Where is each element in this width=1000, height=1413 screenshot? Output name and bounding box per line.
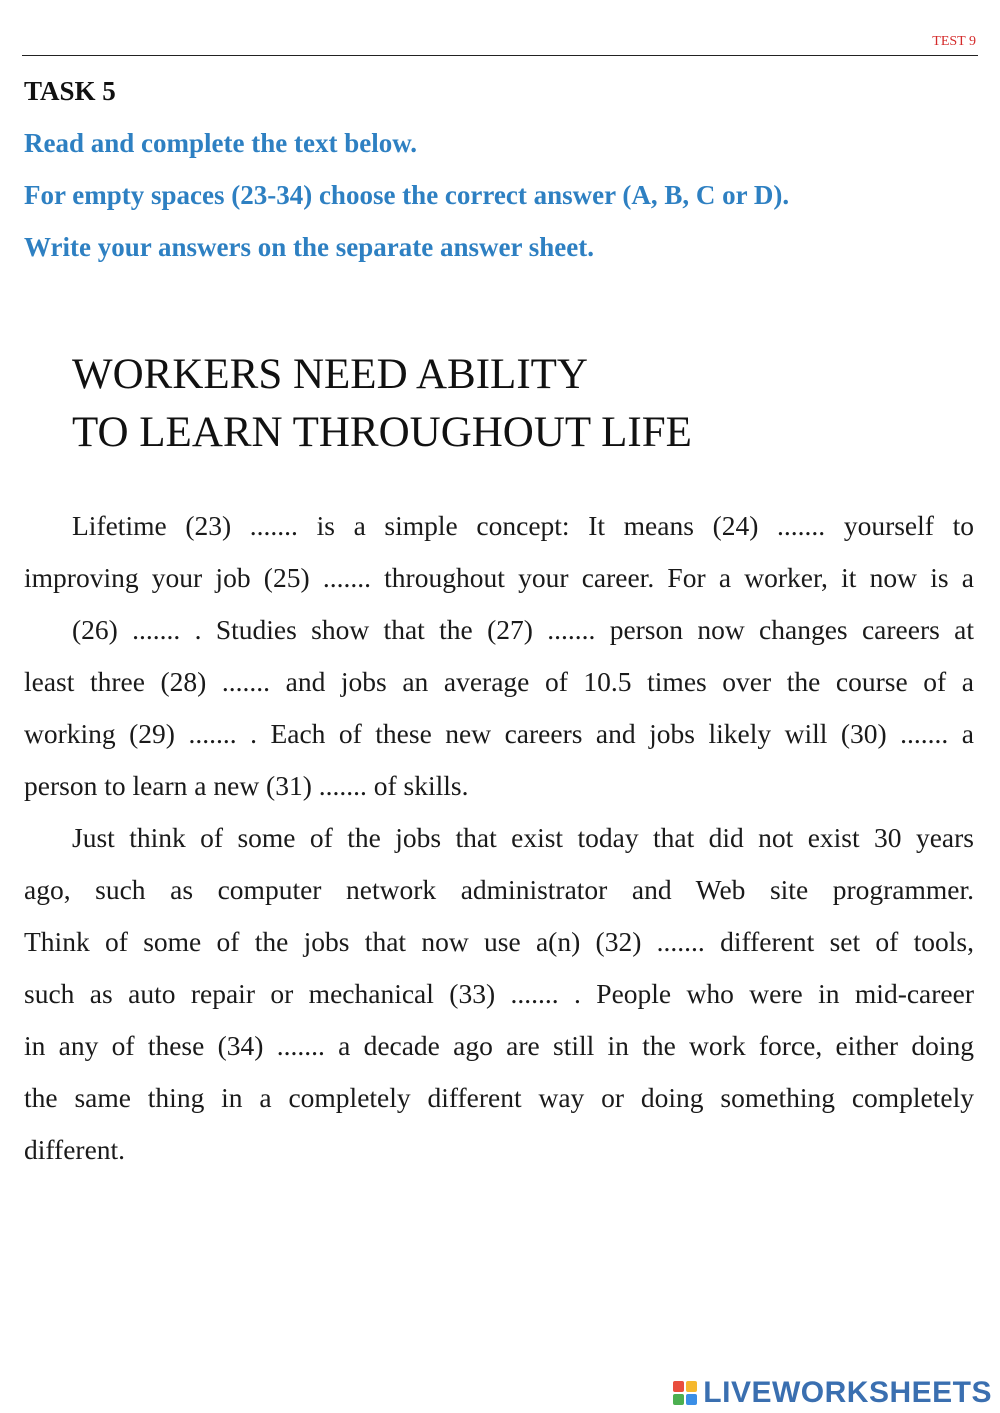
logo-mark-icon bbox=[673, 1381, 697, 1405]
body-line-3: (26) ....... . Studies show that the (27) ....... person now changes careers at bbox=[72, 614, 974, 645]
task-title: TASK 5 bbox=[24, 76, 116, 106]
body-line-6: person to learn a new (31) ....... of skills. bbox=[24, 770, 469, 801]
instruction-1: Read and complete the text below. bbox=[24, 128, 417, 158]
logo-square-1 bbox=[673, 1381, 684, 1392]
header-rule bbox=[22, 55, 978, 56]
article-title-line-2: TO LEARN THROUGHOUT LIFE bbox=[72, 409, 692, 456]
article-body bbox=[24, 500, 974, 1176]
test-label: TEST 9 bbox=[932, 34, 976, 49]
body-line-12: the same thing in a completely different way or doing something completely bbox=[24, 1082, 974, 1113]
logo-square-2 bbox=[686, 1381, 697, 1392]
body-line-11: in any of these (34) ....... a decade ago are still in the work force, either doing bbox=[24, 1030, 974, 1061]
article-title-line-1: WORKERS NEED ABILITY bbox=[72, 351, 588, 398]
body-line-13: different. bbox=[24, 1134, 126, 1165]
logo-square-4 bbox=[686, 1394, 697, 1405]
logo-text: LIVEWORKSHEETS bbox=[703, 1376, 992, 1409]
instruction-3: Write your answers on the separate answer sheet. bbox=[24, 232, 594, 262]
instruction-2: For empty spaces (23-34) choose the correct answer (A, B, C or D). bbox=[24, 180, 790, 210]
body-line-2: improving your job (25) ....... throughout your career. For a worker, it now is a bbox=[24, 562, 974, 593]
body-line-9: Think of some of the jobs that now use a(n) (32) ....... different set of tools, bbox=[24, 926, 974, 957]
body-line-1: Lifetime (23) ....... is a simple concept: It means (24) ....... yourself to bbox=[72, 510, 974, 541]
body-line-7: Just think of some of the jobs that exist today that did not exist 30 years bbox=[72, 822, 974, 853]
body-line-4: least three (28) ....... and jobs an average of 10.5 times over the course of a bbox=[24, 666, 974, 697]
liveworksheets-logo bbox=[673, 1376, 992, 1410]
logo-square-3 bbox=[673, 1394, 684, 1405]
article-title bbox=[72, 346, 692, 462]
body-line-10: such as auto repair or mechanical (33) ....... . People who were in mid-career bbox=[24, 978, 974, 1009]
body-line-8: ago, such as computer network administrator and Web site programmer. bbox=[24, 874, 974, 905]
body-line-5: working (29) ....... . Each of these new careers and jobs likely will (30) ....... a bbox=[24, 718, 974, 749]
